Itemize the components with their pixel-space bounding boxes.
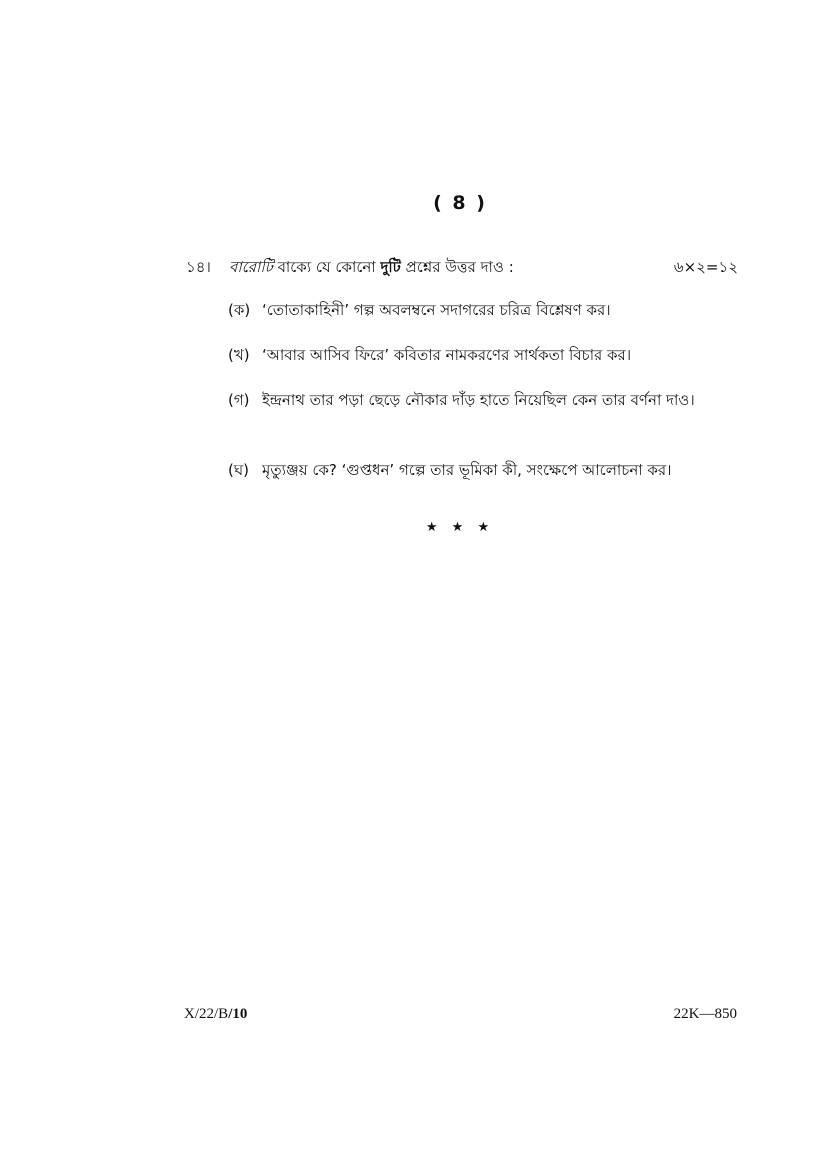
sub-question-label: (ক) <box>228 301 251 319</box>
instruction-italic-word: বারোটি <box>229 258 273 276</box>
paper-code-prefix: X/22/B <box>184 1006 229 1022</box>
end-separator-stars: ★ ★ ★ <box>425 520 495 535</box>
sub-question-ga <box>228 388 728 412</box>
paper-code <box>184 1006 247 1023</box>
question-instruction <box>229 256 514 278</box>
instruction-end-text: প্রশ্নের উত্তর দাও : <box>400 258 514 276</box>
paper-code-suffix: /10 <box>228 1006 248 1022</box>
sub-question-label: (ঘ) <box>228 461 249 479</box>
sub-question-kha <box>228 343 728 367</box>
page-number: ( 8 ) <box>433 192 487 214</box>
question-14-header <box>186 256 738 278</box>
instruction-mid-text: বাক্যে যে কোনো <box>272 258 381 276</box>
sub-question-text: ‘তোতাকাহিনী’ গল্প অবলম্বনে সদাগরের চরিত্র বিশ্লেষণ কর। <box>262 301 611 319</box>
marks-allocation: ৬×২=১২ <box>673 258 738 276</box>
sub-question-ka <box>228 298 728 322</box>
sub-question-text: ‘আবার আসিব ফিরে’ কবিতার নামকরণের সার্থকতা বিচার কর। <box>262 346 632 364</box>
sub-question-text: মৃত্যুঞ্জয় কে? ‘গুপ্তধন’ গল্পে তার ভূমিকা কী, সংক্ষেপে আলোচনা কর। <box>262 461 672 479</box>
sub-question-text: ইন্দ্রনাথ তার পড়া ছেড়ে নৌকার দাঁড় হাতে নিয়েছিল কেন তার বর্ণনা দাও। <box>262 391 695 409</box>
print-code: 22K—850 <box>673 1006 737 1022</box>
question-number: ১৪। <box>186 258 211 276</box>
sub-question-label: (গ) <box>228 391 250 409</box>
sub-question-label: (খ) <box>228 346 250 364</box>
instruction-bold-word: দুটি <box>380 258 401 276</box>
sub-question-gha <box>228 458 728 482</box>
